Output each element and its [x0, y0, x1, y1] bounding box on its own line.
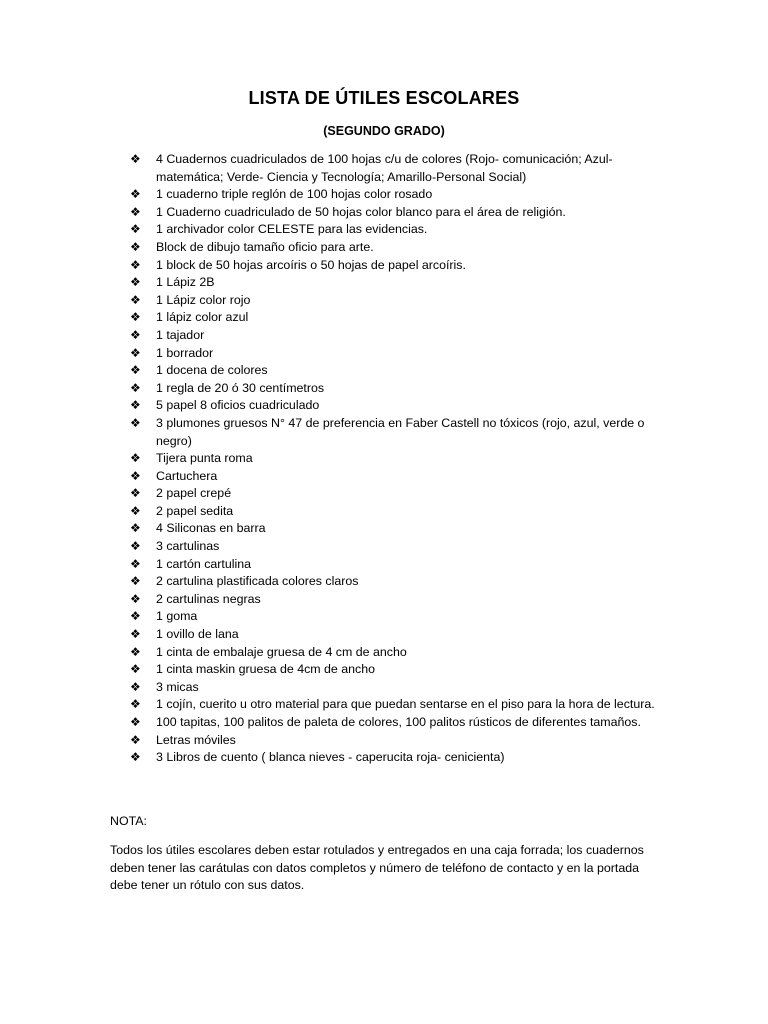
diamond-bullet-icon: ❖ — [130, 591, 141, 606]
diamond-bullet-icon: ❖ — [130, 627, 141, 642]
list-item-text: 2 cartulinas negras — [156, 591, 261, 606]
diamond-bullet-icon: ❖ — [130, 750, 141, 765]
list-item-text: 1 Lápiz color rojo — [156, 292, 251, 307]
list-item — [130, 626, 662, 644]
list-item-text: 1 ovillo de lana — [156, 627, 239, 642]
diamond-bullet-icon: ❖ — [130, 451, 141, 466]
list-item — [130, 732, 662, 750]
list-item — [130, 556, 662, 574]
list-item — [130, 485, 662, 503]
list-item — [130, 362, 662, 380]
list-item — [130, 415, 662, 450]
list-item-text: 1 cartón cartulina — [156, 556, 252, 571]
list-item — [130, 292, 662, 310]
list-item-text: 3 micas — [156, 679, 199, 694]
diamond-bullet-icon: ❖ — [130, 609, 141, 624]
list-item — [130, 257, 662, 275]
note-label: NOTA: — [110, 814, 147, 828]
diamond-bullet-icon: ❖ — [130, 521, 141, 536]
list-item-text: 1 cuaderno triple reglón de 100 hojas color rosado — [156, 187, 433, 202]
list-item-text: 1 goma — [156, 609, 198, 624]
list-item-text: 4 Cuadernos cuadriculados de 100 hojas c/u de colores (Rojo- comunicación; Azul- matemática; Verde- Ciencia y Tecnología; Amarillo-Personal Social) — [156, 152, 613, 184]
list-item — [130, 591, 662, 609]
list-item-text: 1 borrador — [156, 345, 214, 360]
list-item — [130, 274, 662, 292]
list-item-text: 3 Libros de cuento ( blanca nieves - caperucita roja- cenicienta) — [156, 750, 505, 765]
list-item — [130, 327, 662, 345]
diamond-bullet-icon: ❖ — [130, 486, 141, 501]
list-item-text: Tijera punta roma — [156, 451, 253, 466]
list-item — [130, 309, 662, 327]
list-item — [130, 450, 662, 468]
diamond-bullet-icon: ❖ — [130, 468, 141, 483]
list-item-text: 1 docena de colores — [156, 363, 268, 378]
list-item-text: 2 papel sedita — [156, 503, 234, 518]
list-item — [130, 345, 662, 363]
list-item-text: 1 block de 50 hojas arcoíris o 50 hojas de papel arcoíris. — [156, 257, 466, 272]
list-item-text: 1 Lápiz 2B — [156, 275, 215, 290]
list-item-text: 3 cartulinas — [156, 539, 220, 554]
list-item-text: 1 cinta maskin gruesa de 4cm de ancho — [156, 662, 376, 677]
list-item-text: Letras móviles — [156, 732, 236, 747]
list-item — [130, 679, 662, 697]
list-item-text: 1 cojín, cuerito u otro material para que puedan sentarse en el piso para la hora de lectura. — [156, 697, 655, 712]
diamond-bullet-icon: ❖ — [130, 363, 141, 378]
diamond-bullet-icon: ❖ — [130, 187, 141, 202]
diamond-bullet-icon: ❖ — [130, 574, 141, 589]
diamond-bullet-icon: ❖ — [130, 398, 141, 413]
list-item — [130, 151, 662, 186]
diamond-bullet-icon: ❖ — [130, 662, 141, 677]
diamond-bullet-icon: ❖ — [130, 697, 141, 712]
diamond-bullet-icon: ❖ — [130, 239, 141, 254]
list-item — [130, 468, 662, 486]
list-item-text: 5 papel 8 oficios cuadriculado — [156, 398, 320, 413]
diamond-bullet-icon: ❖ — [130, 503, 141, 518]
list-item-text: 1 lápiz color azul — [156, 310, 249, 325]
diamond-bullet-icon: ❖ — [130, 539, 141, 554]
list-item — [130, 204, 662, 222]
list-item — [130, 520, 662, 538]
list-item — [130, 239, 662, 257]
list-item-text: 3 plumones gruesos N° 47 de preferencia en Faber Castell no tóxicos (rojo, azul, verde o negro) — [156, 415, 645, 448]
list-item — [130, 696, 662, 714]
list-item — [130, 573, 662, 591]
diamond-bullet-icon: ❖ — [130, 415, 141, 430]
diamond-bullet-icon: ❖ — [130, 715, 141, 729]
list-item-text: 2 papel crepé — [156, 486, 232, 501]
list-item-text: Block de dibujo tamaño oficio para arte. — [156, 239, 374, 254]
diamond-bullet-icon: ❖ — [130, 310, 141, 325]
list-item-text: Cartuchera — [156, 468, 218, 483]
list-item — [130, 644, 662, 662]
list-item-text: 1 Cuaderno cuadriculado de 50 hojas color blanco para el área de religión. — [156, 204, 566, 219]
list-item — [130, 661, 662, 679]
note-text: Todos los útiles escolares deben estar rotulados y entregados en una caja forrada; los cuadernos deben tener las carátulas con datos completos y número de teléfono de contacto y en la portada debe tener un rótulo con sus datos. — [110, 843, 644, 893]
list-item-text: 2 cartulina plastificada colores claros — [156, 574, 359, 589]
page-title: LISTA DE ÚTILES ESCOLARES — [248, 88, 520, 108]
diamond-bullet-icon: ❖ — [130, 152, 141, 166]
diamond-bullet-icon: ❖ — [130, 292, 141, 307]
list-item-text: 4 Siliconas en barra — [156, 521, 266, 536]
diamond-bullet-icon: ❖ — [130, 679, 141, 694]
diamond-bullet-icon: ❖ — [130, 275, 141, 290]
diamond-bullet-icon: ❖ — [130, 380, 141, 395]
diamond-bullet-icon: ❖ — [130, 345, 141, 360]
list-item — [130, 608, 662, 626]
supply-list — [130, 151, 662, 767]
list-item — [130, 186, 662, 204]
diamond-bullet-icon: ❖ — [130, 644, 141, 659]
diamond-bullet-icon: ❖ — [130, 732, 141, 747]
list-item — [130, 749, 662, 767]
list-item-text: 1 tajador — [156, 327, 205, 342]
diamond-bullet-icon: ❖ — [130, 204, 141, 219]
list-item-text: 1 regla de 20 ó 30 centímetros — [156, 380, 325, 395]
list-item-text: 1 cinta de embalaje gruesa de 4 cm de ancho — [156, 644, 407, 659]
list-item-text: 1 archivador color CELESTE para las evidencias. — [156, 222, 428, 237]
list-item — [130, 380, 662, 398]
list-item-text: 100 tapitas, 100 palitos de paleta de colores, 100 palitos rústicos de diferentes tamaños. — [156, 715, 641, 729]
list-item — [130, 714, 662, 732]
diamond-bullet-icon: ❖ — [130, 556, 141, 571]
list-item — [130, 538, 662, 556]
list-item — [130, 503, 662, 521]
page-subtitle: (SEGUNDO GRADO) — [323, 124, 445, 138]
diamond-bullet-icon: ❖ — [130, 257, 141, 272]
diamond-bullet-icon: ❖ — [130, 222, 141, 237]
list-item — [130, 397, 662, 415]
list-item — [130, 221, 662, 239]
diamond-bullet-icon: ❖ — [130, 327, 141, 342]
